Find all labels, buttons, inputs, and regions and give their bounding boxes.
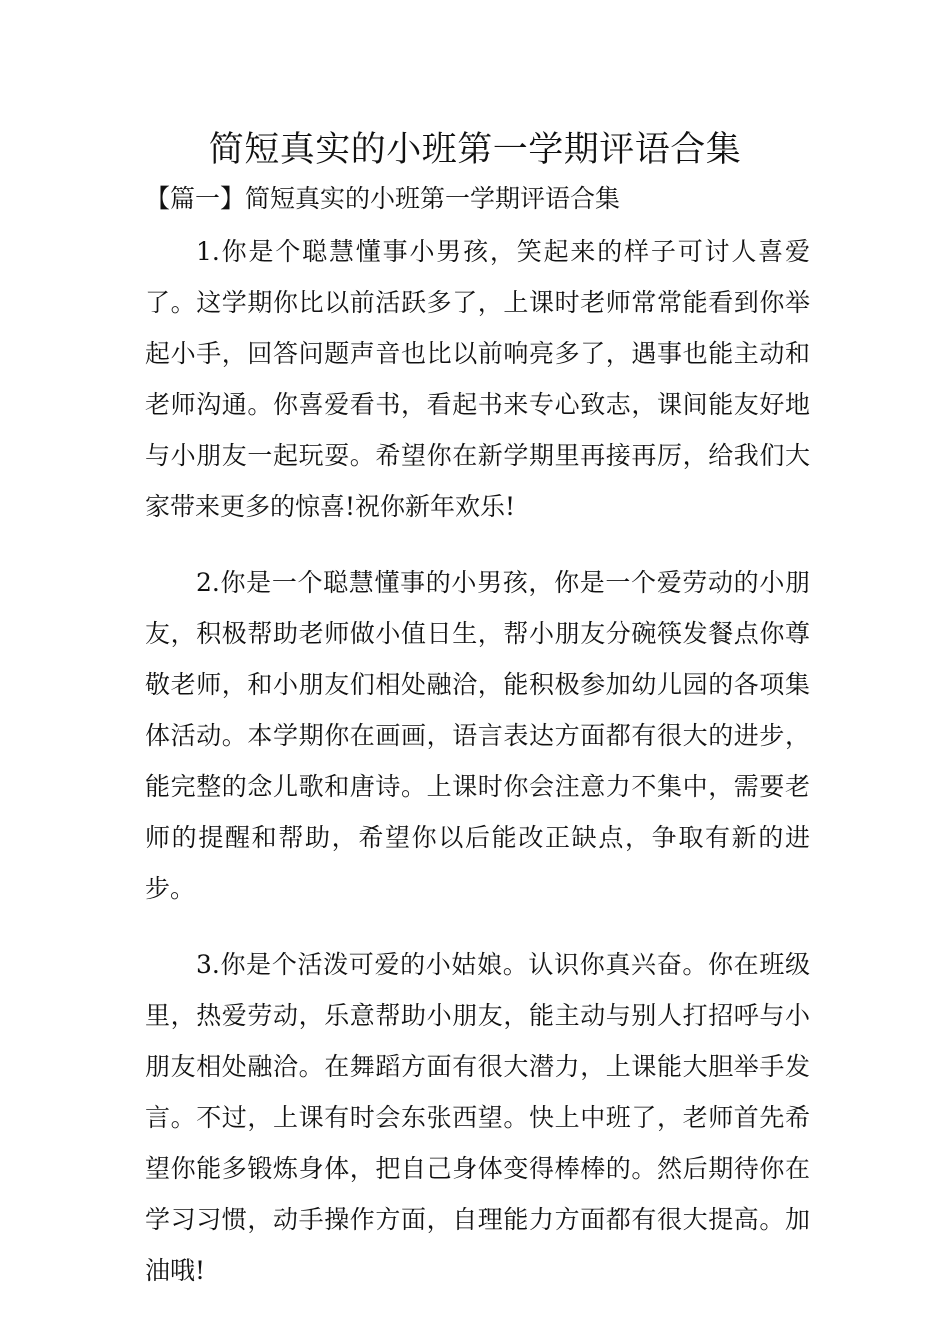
document-title: 简短真实的小班第一学期评语合集	[208, 130, 742, 170]
section-heading: 【篇一】简短真实的小班第一学期评语合集	[145, 184, 621, 213]
paragraph-1: 1.你是个聪慧懂事小男孩，笑起来的样子可讨人喜爱了。这学期你比以前活跃多了，上课时老师常常能看到你举起小手，回答问题声音也比以前响亮多了，遇事也能主动和老师沟通。你喜爱看书，看起书来专心致志，课间能友好地与小朋友一起玩耍。希望你在新学期里再接再厉，给我们大家带来更多的惊喜!祝你新年欢乐!	[145, 237, 810, 521]
paragraph-2: 2.你是一个聪慧懂事的小男孩，你是一个爱劳动的小朋友，积极帮助老师做小值日生，帮小朋友分碗筷发餐点你尊敬老师，和小朋友们相处融洽，能积极参加幼儿园的各项集体活动。本学期你在画画，语言表达方面都有很大的进步，能完整的念儿歌和唐诗。上课时你会注意力不集中，需要老师的提醒和帮助，希望你以后能改正缺点，争取有新的进步。	[145, 568, 810, 903]
paragraph-3: 3.你是个活泼可爱的小姑娘。认识你真兴奋。你在班级里，热爱劳动，乐意帮助小朋友，能主动与别人打招呼与小朋友相处融洽。在舞蹈方面有很大潜力，上课能大胆举手发言。不过，上课有时会东张西望。快上中班了，老师首先希望你能多锻炼身体，把自己身体变得棒棒的。然后期待你在学习习惯，动手操作方面，自理能力方面都有很大提高。加油哦!	[145, 950, 810, 1285]
document-body	[145, 226, 810, 1296]
